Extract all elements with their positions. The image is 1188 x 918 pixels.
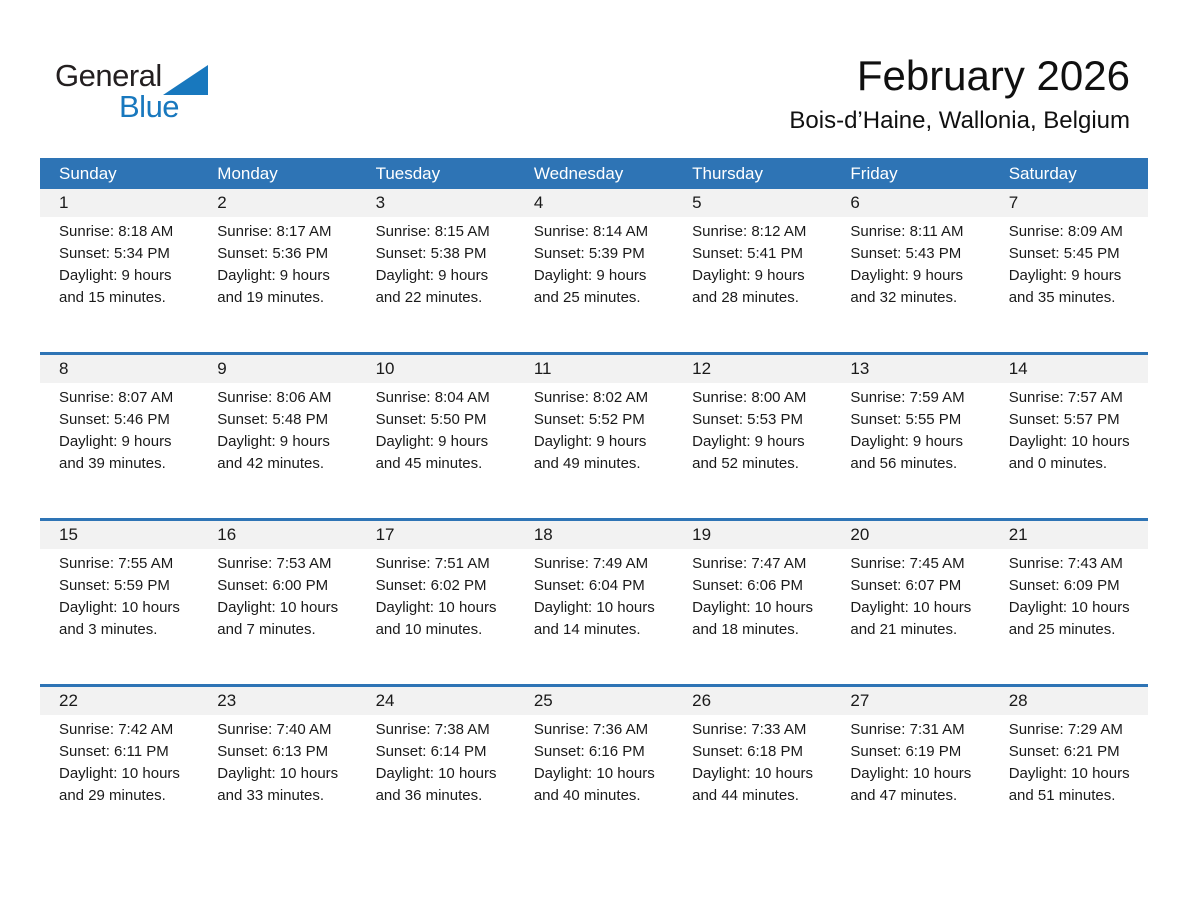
week-row-3	[40, 518, 1148, 684]
day-cell	[357, 549, 515, 641]
weekday-header-wednesday: Wednesday	[533, 163, 624, 183]
day-number: 21	[1008, 525, 1028, 544]
day-number: 3	[375, 193, 386, 212]
sunset-text: Sunset: 6:02 PM	[375, 577, 487, 594]
daylight-text: Daylight: 9 hours and 35 minutes.	[1008, 267, 1122, 306]
sunset-text: Sunset: 5:43 PM	[850, 245, 962, 262]
day-cell	[990, 549, 1148, 641]
sunrise-text: Sunrise: 8:02 AM	[533, 389, 649, 406]
sunset-text: Sunset: 5:45 PM	[1008, 245, 1120, 262]
daylight-text: Daylight: 10 hours and 36 minutes.	[375, 765, 497, 804]
sunset-text: Sunset: 6:18 PM	[692, 743, 804, 760]
day-cell	[40, 383, 198, 475]
sunrise-text: Sunrise: 8:06 AM	[217, 389, 332, 406]
weekday-header-row	[40, 158, 1148, 189]
weekday-header-friday: Friday	[850, 163, 898, 183]
weekday-header-monday: Monday	[217, 163, 278, 183]
sunset-text: Sunset: 5:36 PM	[217, 245, 329, 262]
day-cell	[198, 383, 356, 475]
day-number: 26	[692, 691, 712, 710]
daylight-text: Daylight: 10 hours and 29 minutes.	[59, 765, 180, 804]
daylight-text: Daylight: 10 hours and 25 minutes.	[1008, 599, 1130, 638]
day-number: 5	[692, 193, 702, 212]
sunset-text: Sunset: 6:19 PM	[850, 743, 962, 760]
weekday-header-saturday: Saturday	[1008, 163, 1077, 183]
day-number: 24	[375, 691, 395, 710]
sunrise-text: Sunrise: 7:42 AM	[59, 721, 174, 738]
day-number: 17	[375, 525, 395, 544]
day-cell	[990, 715, 1148, 807]
day-cell	[357, 715, 515, 807]
week-row-4	[40, 684, 1148, 850]
daylight-text: Daylight: 10 hours and 14 minutes.	[533, 599, 655, 638]
sunrise-text: Sunrise: 8:11 AM	[850, 223, 964, 240]
calendar-weeks	[40, 189, 1148, 850]
daylight-text: Daylight: 10 hours and 33 minutes.	[217, 765, 339, 804]
day-number-band	[40, 687, 1148, 715]
daylight-text: Daylight: 10 hours and 47 minutes.	[850, 765, 972, 804]
sunrise-text: Sunrise: 7:47 AM	[692, 555, 807, 572]
sunset-text: Sunset: 5:41 PM	[692, 245, 804, 262]
daylight-text: Daylight: 9 hours and 25 minutes.	[533, 267, 647, 306]
day-cell	[831, 217, 989, 309]
daylight-text: Daylight: 9 hours and 15 minutes.	[59, 267, 172, 306]
day-number-band	[40, 189, 1148, 217]
daylight-text: Daylight: 9 hours and 42 minutes.	[217, 433, 330, 472]
daylight-text: Daylight: 10 hours and 7 minutes.	[217, 599, 339, 638]
day-cell	[357, 217, 515, 309]
sunrise-text: Sunrise: 7:51 AM	[375, 555, 490, 572]
sunset-text: Sunset: 5:59 PM	[59, 577, 170, 594]
sunrise-text: Sunrise: 7:59 AM	[850, 389, 965, 406]
day-number: 23	[217, 691, 237, 710]
day-number: 13	[850, 359, 870, 378]
sunrise-text: Sunrise: 8:00 AM	[692, 389, 807, 406]
sunset-text: Sunset: 5:48 PM	[217, 411, 329, 428]
day-details-row	[40, 217, 1148, 309]
sunrise-text: Sunrise: 8:15 AM	[375, 223, 490, 240]
sunset-text: Sunset: 6:13 PM	[217, 743, 329, 760]
day-cell	[831, 549, 989, 641]
location-subtitle: Bois-d’Haine, Wallonia, Belgium	[789, 107, 1130, 134]
daylight-text: Daylight: 10 hours and 40 minutes.	[533, 765, 655, 804]
day-number: 27	[850, 691, 870, 710]
day-details-row	[40, 715, 1148, 807]
day-cell	[515, 217, 673, 309]
day-cell	[198, 715, 356, 807]
day-number: 8	[59, 359, 69, 378]
sunset-text: Sunset: 5:39 PM	[533, 245, 645, 262]
day-details-row	[40, 383, 1148, 475]
daylight-text: Daylight: 9 hours and 22 minutes.	[375, 267, 489, 306]
daylight-text: Daylight: 10 hours and 21 minutes.	[850, 599, 972, 638]
day-number: 25	[533, 691, 553, 710]
day-cell	[990, 217, 1148, 309]
day-number: 11	[533, 359, 552, 378]
daylight-text: Daylight: 10 hours and 44 minutes.	[692, 765, 814, 804]
sunset-text: Sunset: 6:14 PM	[375, 743, 487, 760]
day-cell	[673, 217, 831, 309]
sunset-text: Sunset: 6:04 PM	[533, 577, 645, 594]
daylight-text: Daylight: 10 hours and 18 minutes.	[692, 599, 814, 638]
day-number: 6	[850, 193, 860, 212]
week-row-1	[40, 189, 1148, 352]
daylight-text: Daylight: 9 hours and 32 minutes.	[850, 267, 963, 306]
day-number: 1	[59, 193, 69, 212]
day-number: 10	[375, 359, 395, 378]
daylight-text: Daylight: 10 hours and 10 minutes.	[375, 599, 497, 638]
day-cell	[673, 383, 831, 475]
sunset-text: Sunset: 5:57 PM	[1008, 411, 1120, 428]
sunrise-text: Sunrise: 7:43 AM	[1008, 555, 1123, 572]
sunrise-text: Sunrise: 7:40 AM	[217, 721, 332, 738]
logo-text-general: General	[55, 58, 162, 93]
sunset-text: Sunset: 5:50 PM	[375, 411, 487, 428]
sunset-text: Sunset: 6:11 PM	[59, 743, 169, 760]
day-cell	[40, 549, 198, 641]
sunrise-text: Sunrise: 8:18 AM	[59, 223, 174, 240]
sunset-text: Sunset: 6:16 PM	[533, 743, 645, 760]
sunrise-text: Sunrise: 8:14 AM	[533, 223, 649, 240]
daylight-text: Daylight: 9 hours and 49 minutes.	[533, 433, 647, 472]
day-cell	[198, 217, 356, 309]
daylight-text: Daylight: 10 hours and 3 minutes.	[59, 599, 180, 638]
day-number: 20	[850, 525, 870, 544]
week-row-2	[40, 352, 1148, 518]
sunrise-text: Sunrise: 7:45 AM	[850, 555, 965, 572]
day-cell	[357, 383, 515, 475]
day-cell	[990, 383, 1148, 475]
sunrise-text: Sunrise: 8:12 AM	[692, 223, 807, 240]
day-number: 16	[217, 525, 237, 544]
day-cell	[831, 383, 989, 475]
day-number: 9	[217, 359, 227, 378]
sunrise-text: Sunrise: 8:07 AM	[59, 389, 174, 406]
calendar-table	[40, 158, 1148, 850]
page-title: February 2026	[856, 52, 1130, 99]
sunrise-text: Sunrise: 7:29 AM	[1008, 721, 1123, 738]
sunrise-text: Sunrise: 8:04 AM	[375, 389, 490, 406]
sunrise-text: Sunrise: 7:36 AM	[533, 721, 649, 738]
daylight-text: Daylight: 10 hours and 0 minutes.	[1008, 433, 1130, 472]
sunset-text: Sunset: 5:52 PM	[533, 411, 645, 428]
sunset-text: Sunset: 6:00 PM	[217, 577, 329, 594]
day-number: 4	[533, 193, 544, 212]
title-block	[789, 52, 1130, 135]
sunset-text: Sunset: 5:34 PM	[59, 245, 170, 262]
day-number: 19	[692, 525, 712, 544]
day-cell	[40, 715, 198, 807]
sunrise-text: Sunrise: 7:33 AM	[692, 721, 807, 738]
day-cell	[515, 549, 673, 641]
sunset-text: Sunset: 5:55 PM	[850, 411, 962, 428]
day-cell	[515, 383, 673, 475]
daylight-text: Daylight: 9 hours and 19 minutes.	[217, 267, 330, 306]
daylight-text: Daylight: 9 hours and 45 minutes.	[375, 433, 489, 472]
sunset-text: Sunset: 6:07 PM	[850, 577, 962, 594]
day-number: 15	[59, 525, 78, 544]
daylight-text: Daylight: 9 hours and 56 minutes.	[850, 433, 963, 472]
weekday-header-tuesday: Tuesday	[375, 163, 441, 183]
sunrise-text: Sunrise: 7:53 AM	[217, 555, 332, 572]
sunrise-text: Sunrise: 7:57 AM	[1008, 389, 1123, 406]
daylight-text: Daylight: 9 hours and 28 minutes.	[692, 267, 805, 306]
weekday-header-sunday: Sunday	[59, 163, 117, 183]
general-blue-logo	[55, 58, 225, 124]
sunset-text: Sunset: 6:21 PM	[1008, 743, 1120, 760]
day-number: 18	[533, 525, 553, 544]
day-number: 12	[692, 359, 712, 378]
day-number: 7	[1008, 193, 1019, 212]
sunset-text: Sunset: 5:38 PM	[375, 245, 487, 262]
sunrise-text: Sunrise: 8:17 AM	[217, 223, 332, 240]
weekday-header-thursday: Thursday	[692, 163, 763, 183]
daylight-text: Daylight: 9 hours and 52 minutes.	[692, 433, 805, 472]
day-cell	[198, 549, 356, 641]
day-cell	[831, 715, 989, 807]
daylight-text: Daylight: 9 hours and 39 minutes.	[59, 433, 172, 472]
day-cell	[673, 549, 831, 641]
day-details-row	[40, 549, 1148, 641]
day-number-band	[40, 355, 1148, 383]
sunset-text: Sunset: 6:06 PM	[692, 577, 804, 594]
sunset-text: Sunset: 5:53 PM	[692, 411, 804, 428]
sunset-text: Sunset: 5:46 PM	[59, 411, 170, 428]
day-number: 28	[1008, 691, 1028, 710]
sunrise-text: Sunrise: 7:55 AM	[59, 555, 174, 572]
sunrise-text: Sunrise: 7:31 AM	[850, 721, 965, 738]
daylight-text: Daylight: 10 hours and 51 minutes.	[1008, 765, 1130, 804]
day-number: 14	[1008, 359, 1028, 378]
sunrise-text: Sunrise: 8:09 AM	[1008, 223, 1123, 240]
logo-text-blue: Blue	[119, 89, 180, 124]
day-cell	[40, 217, 198, 309]
sunrise-text: Sunrise: 7:38 AM	[375, 721, 490, 738]
day-number: 22	[59, 691, 78, 710]
day-number: 2	[217, 193, 227, 212]
day-cell	[673, 715, 831, 807]
day-cell	[515, 715, 673, 807]
day-number-band	[40, 521, 1148, 549]
sunset-text: Sunset: 6:09 PM	[1008, 577, 1120, 594]
sunrise-text: Sunrise: 7:49 AM	[533, 555, 649, 572]
